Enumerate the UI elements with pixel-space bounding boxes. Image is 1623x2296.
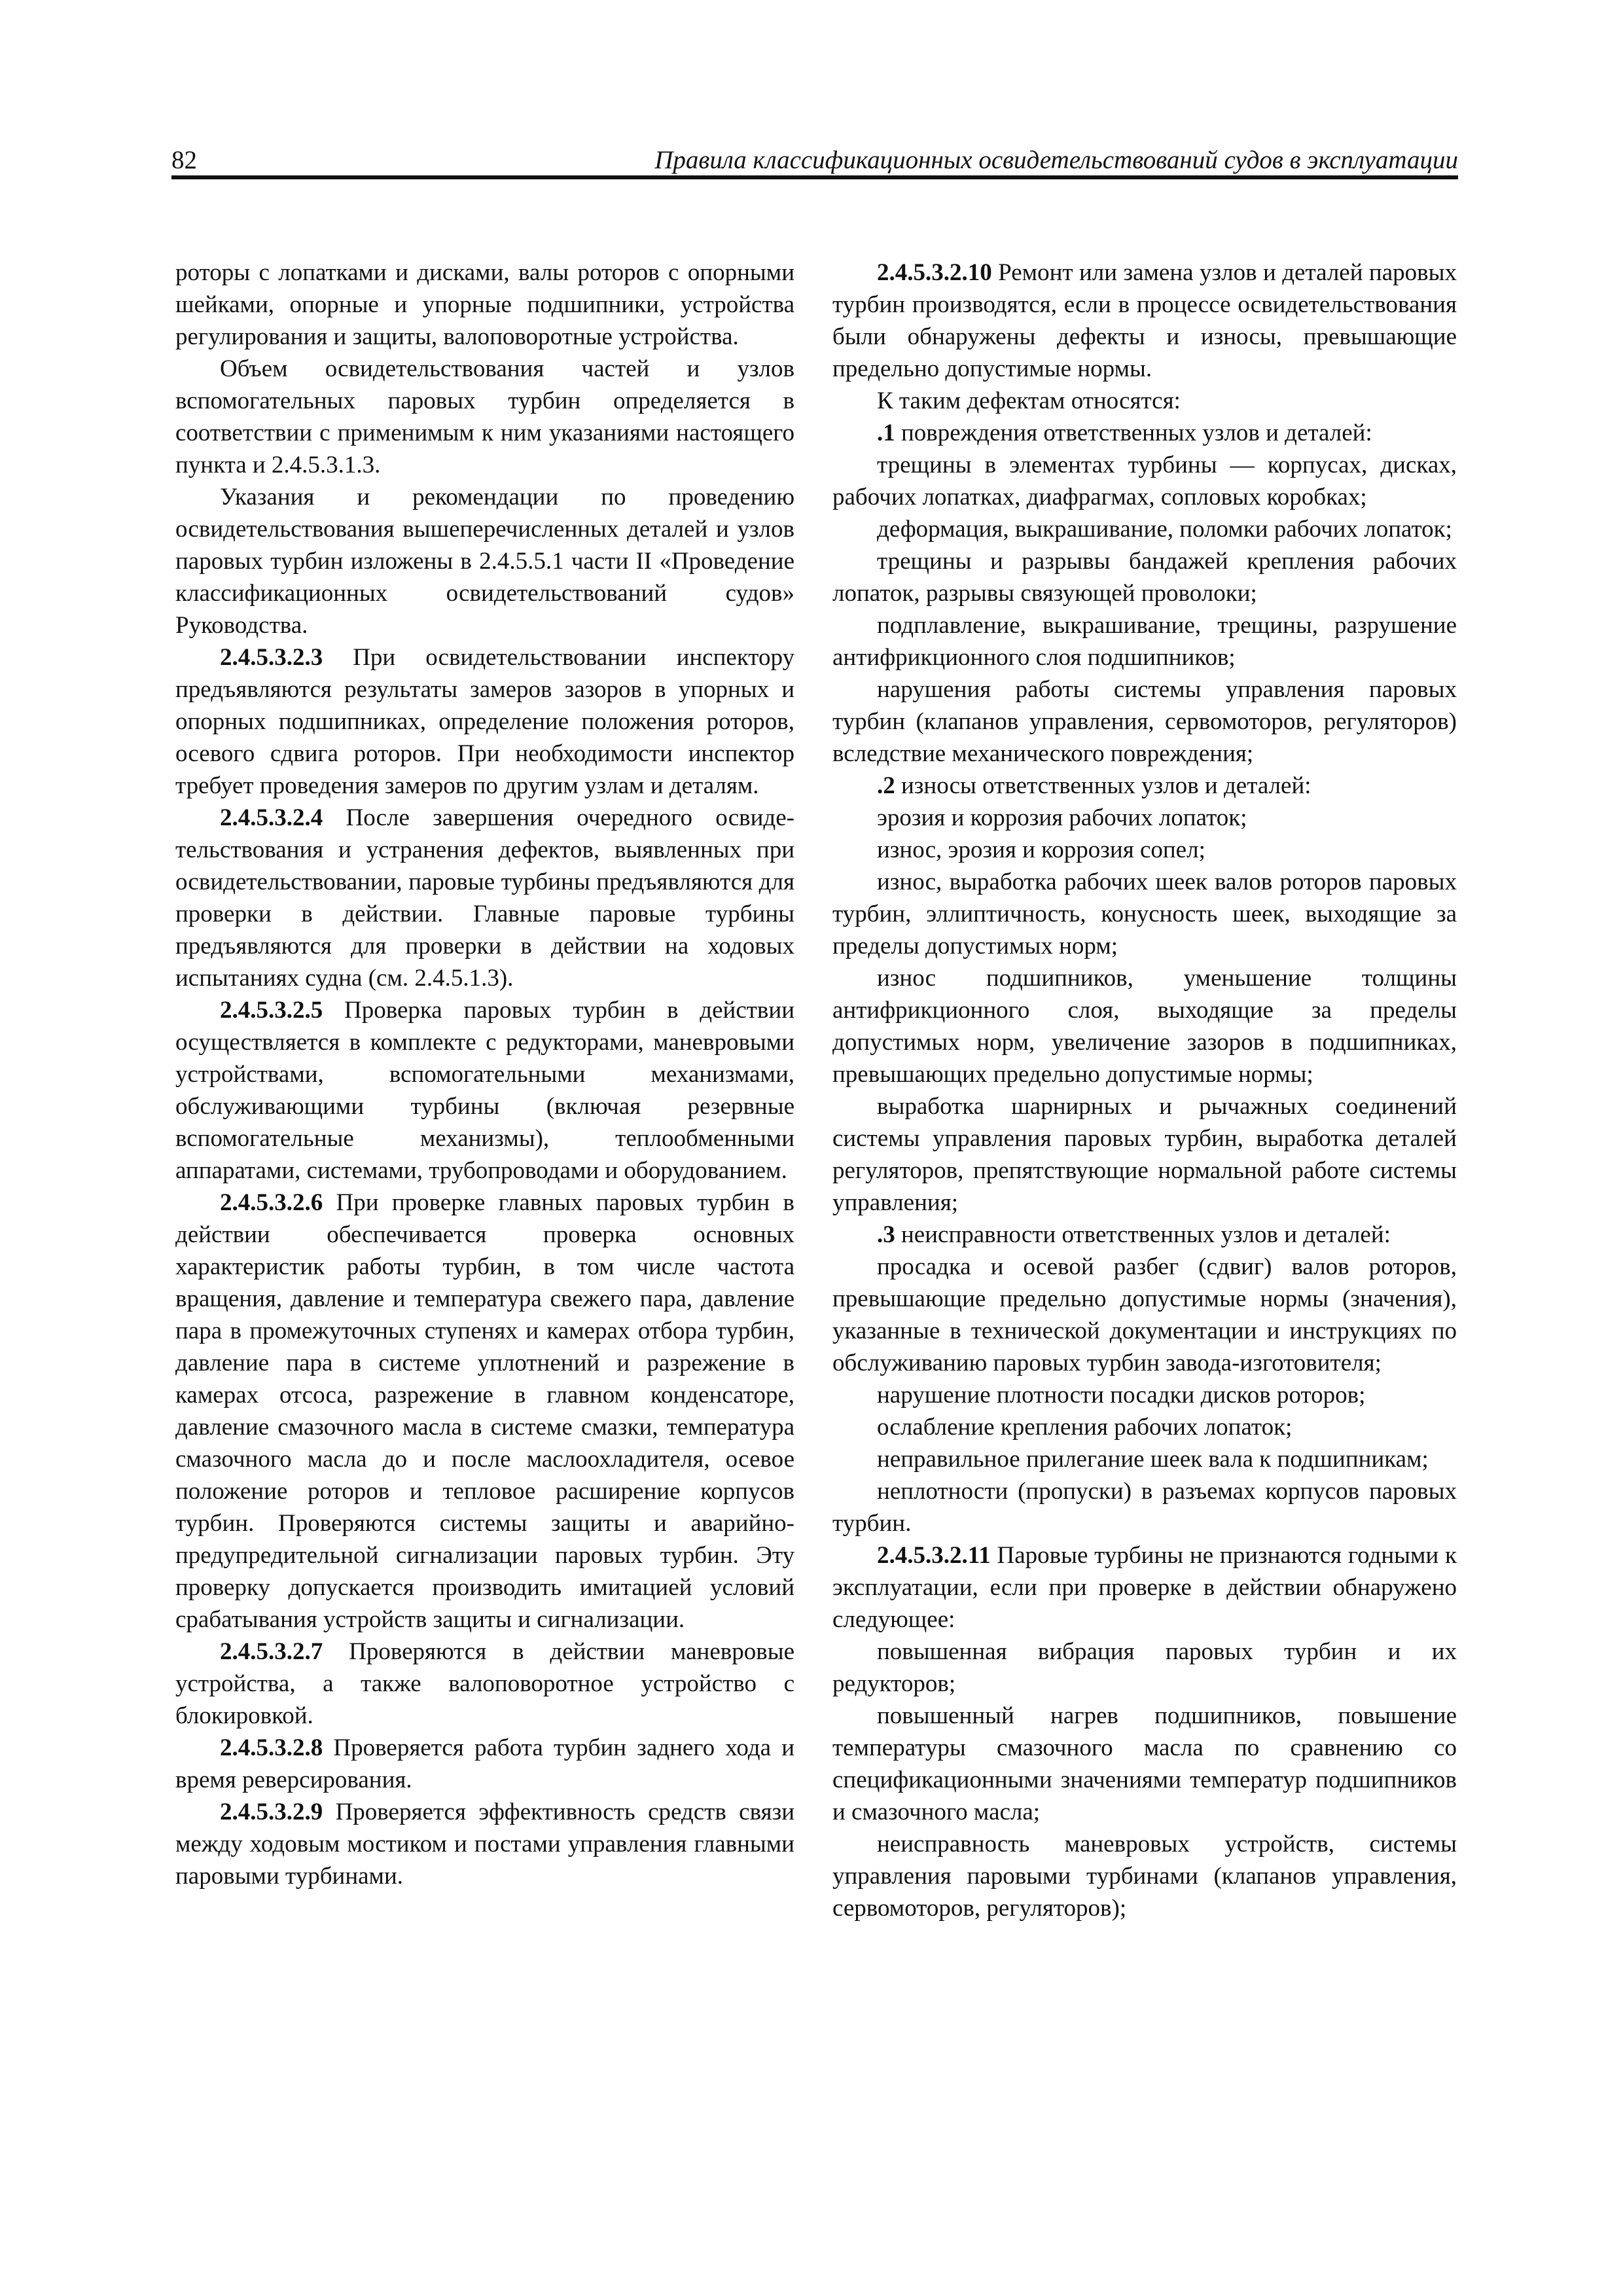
paragraph-text: Проверяются в действии маневровые устройства, а также валоповоротное устройство с блокировкой.: [175, 1638, 794, 1729]
paragraph: [832, 1636, 1457, 1700]
paragraph: [175, 802, 794, 994]
paragraph: [832, 385, 1457, 417]
clause-number: 2.4.5.3.2.3: [220, 644, 323, 671]
paragraph: [175, 1636, 794, 1732]
paragraph-text: деформация, выкрашивание, поломки рабочих лопаток;: [877, 516, 1452, 543]
paragraph: [175, 1187, 794, 1636]
paragraph: [832, 1475, 1457, 1539]
paragraph: [175, 994, 794, 1187]
clause-number: 2.4.5.3.2.5: [220, 997, 323, 1024]
right-column: [832, 257, 1457, 1924]
paragraph-text: Ремонт или замена узлов и деталей паровых турбин производятся, если в процессе освидетельствования были обнаружены дефекты и износы, превышающие предельно допустимые нормы.: [832, 259, 1457, 382]
paragraph-text: неисправность маневровых устройств, системы управления паровыми турбинами (клапанов управления, сервомоторов, регуляторов);: [832, 1831, 1457, 1922]
page-number: 82: [171, 146, 197, 174]
paragraph-text: трещины в элементах турбины — корпусах, дисках, рабочих лопатках, диафрагмах, сопловых коробках;: [832, 452, 1457, 511]
paragraph: [832, 866, 1457, 962]
clause-number: 2.4.5.3.2.10: [877, 259, 992, 286]
paragraph-text: повышенная вибрация паровых турбин и их редукторов;: [832, 1638, 1457, 1697]
paragraph: [832, 1379, 1457, 1411]
running-title: Правила классификационных освидетельствований судов в эксплуатации: [654, 146, 1458, 174]
paragraph-text: Проверка паровых турбин в действии осуществляется в комплекте с редукторами, маневровыми устройствами, вспомогательными механизмами, обслуживающими турбины (включая резервные вспомогательные механизмы), теплообменными аппаратами, системами, трубопроводами и оборудованием.: [175, 997, 794, 1184]
paragraph-text: При проверке главных паровых турбин в действии обеспечивается проверка основных характеристик работы турбин, в том числе частота вращения, давление и температура свежего пара, давление пара в промежуточных ступенях и камерах отбора турбин, давление пара в системе уплотнений и разрежение в камерах отсоса, разрежение в главном конденсаторе, давление смазочного масла в системе смазки, температура смазочного масла до и после маслоохладителя, осевое положение роторов и тепловое расширение корпусов турбин. Проверяются системы защиты и аварийно-предупредительной сигнализации паровых турбин. Эту проверку допускается производить имитацией условий срабатывания устройств защиты и сигнализации.: [175, 1189, 794, 1633]
paragraph-text: выработка шарнирных и рычажных соединений системы управления паровых турбин, выработка деталей регуляторов, препятствующие нормальной работе системы управления;: [832, 1093, 1457, 1216]
paragraph-text: Паровые турбины не признаются годными к эксплуатации, если при проверке в действии обнаружено следующее:: [832, 1542, 1457, 1633]
paragraph-text: износ, выработка рабочих шеек валов роторов паровых турбин, эллиптичность, конусность шеек, выходящие за пределы допустимых норм;: [832, 869, 1457, 960]
paragraph-text: нарушение плотности посадки дисков роторов;: [877, 1382, 1366, 1408]
paragraph: [832, 1828, 1457, 1924]
paragraph-text: После завершения очередного освидетельствования и устранения дефектов, выявленных при освидетельствовании, паровые турбины предъявляются для проверки в действии. Главные паровые турбины предъявляются для проверки в действии на ходовых испытаниях судна (см. 2.4.5.1.3).: [175, 804, 794, 992]
paragraph: [832, 513, 1457, 545]
paragraph: [175, 641, 794, 802]
paragraph-text: эрозия и коррозия рабочих лопаток;: [877, 804, 1247, 831]
paragraph-text: К таким дефектам относятся:: [877, 387, 1181, 414]
paragraph: [832, 802, 1457, 834]
clause-number: 2.4.5.3.2.9: [220, 1799, 323, 1825]
paragraph-text: просадка и осевой разбег (сдвиг) валов роторов, превышающие предельно допустимые нормы (значения), указанные в технической документации и инструкциях по обслуживанию паровых турбин завода-изготовителя;: [832, 1253, 1457, 1376]
paragraph-text: трещины и разрывы бандажей крепления рабочих лопаток, разрывы связующей проволоки;: [832, 548, 1457, 607]
clause-number: 2.4.5.3.2.7: [220, 1638, 323, 1665]
paragraph: [175, 1796, 794, 1892]
clause-number: .2: [877, 772, 895, 799]
clause-number: .1: [877, 420, 895, 446]
paragraph: [832, 1443, 1457, 1475]
paragraph: [175, 257, 794, 353]
paragraph-text: При освидетельствовании инспектору предъявляются результаты замеров зазоров в упорных и опорных подшипниках, определение положения роторов, осевого сдвига роторов. При необходимости инспектор требует проведения замеров по другим узлам и деталям.: [175, 644, 794, 799]
paragraph: [832, 1539, 1457, 1636]
paragraph-text: неправильное прилегание шеек вала к подшипникам;: [877, 1446, 1429, 1473]
paragraph-text: Проверяется работа турбин заднего хода и время реверсирования.: [175, 1734, 794, 1793]
paragraph: [832, 1090, 1457, 1219]
paragraph: [832, 834, 1457, 866]
paragraph: [832, 609, 1457, 673]
paragraph: [832, 417, 1457, 449]
header-rule: [171, 175, 1458, 179]
paragraph-text: неисправности ответственных узлов и деталей:: [895, 1221, 1391, 1248]
paragraph-text: Указания и рекомендации по проведению освидетельствования вышеперечисленных деталей и узлов паровых турбин изложены в 2.4.5.5.1 части II «Проведение классификационных освидетельствований судов» Руководства.: [175, 484, 794, 639]
clause-number: 2.4.5.3.2.8: [220, 1734, 323, 1761]
paragraph-text: износ, эрозия и коррозия сопел;: [877, 836, 1205, 863]
paragraph: [832, 962, 1457, 1090]
paragraph-text: ослабление крепления рабочих лопаток;: [877, 1414, 1293, 1441]
paragraph: [832, 449, 1457, 513]
paragraph: [832, 1411, 1457, 1443]
paragraph-text: повреждения ответственных узлов и деталей:: [895, 420, 1372, 446]
paragraph-text: Объем освидетельствования частей и узлов вспомогательных паровых турбин определяется в соответствии с применимым к ним указаниями настоящего пункта и 2.4.5.3.1.3.: [175, 355, 794, 478]
clause-number: 2.4.5.3.2.6: [220, 1189, 323, 1216]
paragraph: [832, 1700, 1457, 1828]
paragraph: [832, 1219, 1457, 1251]
clause-number: 2.4.5.3.2.11: [877, 1542, 991, 1569]
paragraph: [832, 1251, 1457, 1379]
paragraph: [175, 481, 794, 641]
paragraph-text: роторы с лопатками и дисками, валы роторов с опорными шейками, опорные и упорные подшипники, устройства регулирования и защиты, валоповоротные устройства.: [175, 259, 794, 350]
running-header: [171, 139, 1458, 178]
paragraph: [175, 1732, 794, 1796]
paragraph-text: подплавление, выкрашивание, трещины, разрушение антифрикционного слоя подшипников;: [832, 612, 1457, 671]
paragraph: [175, 353, 794, 481]
paragraph-text: износ подшипников, уменьшение толщины антифрикционного слоя, выходящие за пределы допустимых норм, увеличение зазоров в подшипниках, превышающих предельно допустимые нормы;: [832, 965, 1457, 1088]
paragraph: [832, 673, 1457, 770]
paragraph: [832, 257, 1457, 385]
clause-number: 2.4.5.3.2.4: [220, 804, 323, 831]
paragraph-text: износы ответственных узлов и деталей:: [895, 772, 1311, 799]
paragraph-text: неплотности (пропуски) в разъемах корпусов паровых турбин.: [832, 1478, 1457, 1537]
paragraph-text: нарушения работы системы управления паровых турбин (клапанов управления, сервомоторов, регуляторов) вследствие механического повреждения;: [832, 676, 1457, 767]
left-column: [175, 257, 794, 1892]
paragraph-text: повышенный нагрев подшипников, повышение температуры смазочного масла по сравнению со спецификационными значениями температур подшипников и смазочного масла;: [832, 1702, 1457, 1825]
paragraph: [832, 770, 1457, 802]
paragraph: [832, 545, 1457, 609]
clause-number: .3: [877, 1221, 895, 1248]
paragraph-text: Проверяется эффективность средств связи между ходовым мостиком и постами управления главными паровыми турбинами.: [175, 1799, 794, 1890]
